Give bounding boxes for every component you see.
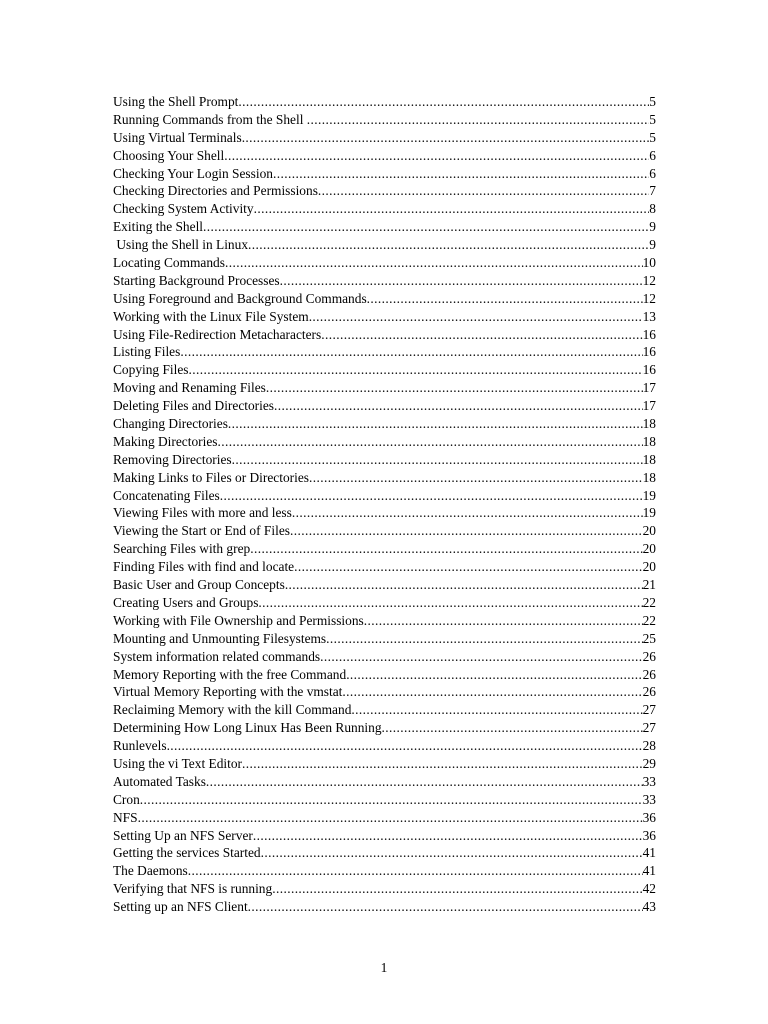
toc-entry-title: Exiting the Shell (113, 219, 204, 235)
toc-entry-page: 43 (642, 899, 656, 915)
toc-entry-title: Working with File Ownership and Permissions (113, 612, 364, 628)
toc-entry-page: 6 (649, 147, 656, 163)
toc-dot-leader (180, 343, 642, 361)
toc-entry[interactable] (113, 361, 656, 379)
toc-entry[interactable] (113, 326, 656, 344)
toc-entry-title: Working with the Linux File System (113, 308, 309, 324)
toc-entry[interactable] (113, 218, 656, 236)
toc-entry-title: Virtual Memory Reporting with the vmstat (113, 684, 343, 700)
toc-entry-page: 8 (649, 201, 656, 217)
toc-dot-leader (238, 93, 649, 111)
toc-entry[interactable] (113, 558, 656, 576)
toc-dot-leader (167, 737, 643, 755)
toc-entry[interactable] (113, 683, 656, 701)
toc-dot-leader (320, 648, 642, 666)
toc-entry-title: Using the Shell Prompt (113, 94, 239, 109)
toc-entry-page: 21 (642, 577, 656, 593)
toc-entry-title: Verifying that NFS is running (113, 881, 273, 897)
toc-entry[interactable] (113, 200, 656, 218)
toc-entry-title: Creating Users and Groups (113, 594, 259, 610)
toc-dot-leader (273, 165, 649, 183)
toc-entry[interactable] (113, 773, 656, 791)
toc-entry[interactable] (113, 147, 656, 165)
toc-dot-leader (309, 308, 643, 326)
toc-entry[interactable] (113, 236, 656, 254)
toc-entry[interactable] (113, 701, 656, 719)
toc-entry-page: 25 (642, 630, 656, 646)
toc-dot-leader (261, 844, 643, 862)
toc-entry-title: Checking System Activity (113, 201, 254, 217)
toc-entry[interactable] (113, 504, 656, 522)
toc-entry-page: 10 (642, 255, 656, 271)
toc-entry-page: 36 (642, 827, 656, 843)
toc-entry-title: Viewing the Start or End of Files (113, 523, 290, 539)
toc-dot-leader (280, 272, 643, 290)
toc-dot-leader (224, 147, 649, 165)
toc-entry[interactable] (113, 576, 656, 594)
toc-entry-page: 27 (642, 720, 656, 736)
toc-entry-page: 7 (649, 183, 656, 199)
toc-entry-page: 12 (642, 290, 656, 306)
toc-entry[interactable] (113, 254, 656, 272)
toc-entry[interactable] (113, 182, 656, 200)
toc-entry-title: Removing Directories (113, 451, 232, 467)
toc-entry-title: Reclaiming Memory with the kill Command (113, 702, 352, 718)
toc-entry[interactable] (113, 755, 656, 773)
toc-dot-leader (321, 326, 642, 344)
toc-entry-page: 29 (642, 755, 656, 771)
toc-entry-page: 5 (649, 129, 656, 145)
toc-entry-title: Copying Files (113, 362, 189, 378)
toc-entry-title: Locating Commands (113, 255, 225, 271)
toc-entry[interactable] (113, 469, 656, 487)
toc-entry[interactable] (113, 397, 656, 415)
toc-entry[interactable] (113, 343, 656, 361)
toc-entry-page: 12 (642, 272, 656, 288)
toc-entry[interactable] (113, 290, 656, 308)
toc-entry-page: 5 (649, 111, 656, 127)
page-number: 1 (380, 960, 388, 975)
toc-dot-leader (266, 379, 643, 397)
toc-entry-title: Moving and Renaming Files (113, 380, 266, 396)
toc-entry[interactable] (113, 165, 656, 183)
toc-entry[interactable] (113, 540, 656, 558)
toc-entry-title: Memory Reporting with the free Command (113, 666, 347, 682)
toc-entry-title: Concatenating Files (113, 487, 220, 503)
toc-entry[interactable] (113, 433, 656, 451)
toc-entry-page: 22 (642, 612, 656, 628)
toc-entry-title: Basic User and Group Concepts (113, 577, 285, 593)
toc-dot-leader (140, 791, 643, 809)
toc-dot-leader (242, 129, 650, 147)
toc-entry[interactable] (113, 594, 656, 612)
toc-entry-page: 9 (649, 237, 656, 253)
toc-entry-title: Using the vi Text Editor (113, 755, 242, 771)
toc-entry-title: System information related commands (113, 648, 321, 664)
toc-dot-leader (292, 504, 643, 522)
toc-entry-title: Getting the services Started (113, 845, 261, 861)
toc-entry-title: NFS (113, 809, 138, 825)
toc-entry-page: 27 (642, 702, 656, 718)
toc-entry[interactable] (113, 111, 656, 129)
toc-entry-page: 41 (642, 863, 656, 879)
toc-entry[interactable] (113, 415, 656, 433)
toc-entry[interactable] (113, 308, 656, 326)
toc-entry-title: Checking Your Login Session (113, 165, 273, 181)
toc-entry-page: 16 (642, 326, 656, 342)
toc-entry[interactable] (113, 648, 656, 666)
toc-entry[interactable] (113, 827, 656, 845)
toc-entry[interactable] (113, 809, 656, 827)
toc-dot-leader (294, 558, 642, 576)
toc-entry-title: Using Virtual Terminals (113, 129, 242, 145)
toc-entry-title: The Daemons (113, 863, 188, 879)
toc-entry-page: 33 (642, 773, 656, 789)
toc-entry-page: 42 (642, 881, 656, 897)
toc-entry-title: Finding Files with find and locate (113, 559, 295, 575)
toc-entry-title: Using the Shell in Linux (113, 237, 249, 253)
toc-entry-title: Listing Files (113, 344, 181, 360)
toc-entry-title: Mounting and Unmounting Filesystems (113, 630, 327, 646)
toc-entry[interactable] (113, 898, 656, 916)
toc-entry-page: 16 (642, 344, 656, 360)
toc-dot-leader (138, 809, 643, 827)
toc-entry[interactable] (113, 666, 656, 684)
toc-entry-title: Deleting Files and Directories (113, 398, 275, 414)
toc-dot-leader (188, 862, 643, 880)
toc-entry[interactable] (113, 129, 656, 147)
toc-entry[interactable] (113, 737, 656, 755)
toc-entry-title: Using File-Redirection Metacharacters (113, 326, 322, 342)
toc-dot-leader (346, 666, 642, 684)
toc-entry[interactable] (113, 272, 656, 290)
toc-entry-page: 17 (642, 380, 656, 396)
toc-entry-page: 20 (642, 541, 656, 557)
toc-entry-page: 22 (642, 594, 656, 610)
table-of-contents (113, 93, 656, 916)
toc-dot-leader (253, 827, 643, 845)
toc-entry-title: Determining How Long Linux Has Been Running (113, 720, 382, 736)
toc-entry-page: 19 (642, 505, 656, 521)
toc-entry-title: Cron (113, 791, 140, 807)
toc-entry[interactable] (113, 719, 656, 737)
toc-dot-leader (307, 111, 650, 129)
toc-dot-leader (285, 576, 643, 594)
toc-dot-leader (274, 397, 643, 415)
toc-entry-page: 5 (649, 94, 656, 109)
toc-entry-page: 18 (642, 451, 656, 467)
toc-entry[interactable] (113, 880, 656, 898)
toc-entry-page: 9 (649, 219, 656, 235)
toc-dot-leader (206, 773, 643, 791)
toc-entry-title: Choosing Your Shell (113, 147, 225, 163)
toc-entry-title: Changing Directories (113, 416, 228, 432)
toc-entry-title: Automated Tasks (113, 773, 206, 789)
toc-entry-title: Running Commands from the Shell (113, 111, 307, 127)
toc-entry-page: 28 (642, 738, 656, 754)
toc-entry-page: 18 (642, 433, 656, 449)
toc-entry-page: 17 (642, 398, 656, 414)
toc-dot-leader (218, 433, 643, 451)
toc-entry-title: Runlevels (113, 738, 167, 754)
toc-entry[interactable] (113, 451, 656, 469)
toc-dot-leader (351, 701, 642, 719)
toc-dot-leader (242, 755, 643, 773)
toc-entry[interactable] (113, 93, 656, 111)
toc-entry-page: 20 (642, 559, 656, 575)
toc-dot-leader (367, 290, 643, 308)
toc-dot-leader (326, 630, 642, 648)
toc-dot-leader (225, 254, 643, 272)
toc-dot-leader (364, 612, 643, 630)
toc-dot-leader (203, 218, 649, 236)
toc-entry[interactable] (113, 791, 656, 809)
toc-entry[interactable] (113, 379, 656, 397)
toc-entry-page: 18 (642, 469, 656, 485)
toc-entry[interactable] (113, 487, 656, 505)
toc-dot-leader (318, 182, 649, 200)
toc-dot-leader (342, 683, 642, 701)
toc-dot-leader (228, 415, 643, 433)
toc-entry-page: 18 (642, 416, 656, 432)
toc-entry[interactable] (113, 612, 656, 630)
toc-dot-leader (250, 540, 642, 558)
toc-entry-page: 33 (642, 791, 656, 807)
toc-entry-page: 41 (642, 845, 656, 861)
toc-dot-leader (272, 880, 642, 898)
toc-entry-page: 36 (642, 809, 656, 825)
toc-entry[interactable] (113, 844, 656, 862)
toc-dot-leader (254, 200, 650, 218)
toc-dot-leader (309, 469, 643, 487)
toc-entry[interactable] (113, 862, 656, 880)
toc-entry-page: 13 (642, 308, 656, 324)
toc-entry-title: Making Links to Files or Directories (113, 469, 309, 485)
toc-entry-page: 26 (642, 648, 656, 664)
toc-dot-leader (258, 594, 642, 612)
toc-dot-leader (232, 451, 643, 469)
toc-entry-page: 6 (649, 165, 656, 181)
toc-dot-leader (220, 487, 643, 505)
toc-dot-leader (189, 361, 643, 379)
toc-entry-title: Viewing Files with more and less (113, 505, 292, 521)
toc-dot-leader (290, 522, 643, 540)
toc-entry-page: 16 (642, 362, 656, 378)
toc-entry-title: Starting Background Processes (113, 272, 280, 288)
toc-entry-title: Checking Directories and Permissions (113, 183, 318, 199)
toc-entry-title: Searching Files with grep (113, 541, 251, 557)
toc-entry-page: 20 (642, 523, 656, 539)
toc-entry-page: 19 (642, 487, 656, 503)
toc-entry-page: 26 (642, 684, 656, 700)
toc-entry-title: Making Directories (113, 433, 218, 449)
toc-entry-title: Setting up an NFS Client (113, 899, 248, 915)
toc-entry-title: Using Foreground and Background Commands (113, 290, 367, 306)
toc-entry[interactable] (113, 522, 656, 540)
toc-dot-leader (382, 719, 643, 737)
toc-dot-leader (248, 898, 643, 916)
toc-entry[interactable] (113, 630, 656, 648)
toc-entry-title: Setting Up an NFS Server (113, 827, 253, 843)
toc-entry-page: 26 (642, 666, 656, 682)
toc-dot-leader (248, 236, 649, 254)
